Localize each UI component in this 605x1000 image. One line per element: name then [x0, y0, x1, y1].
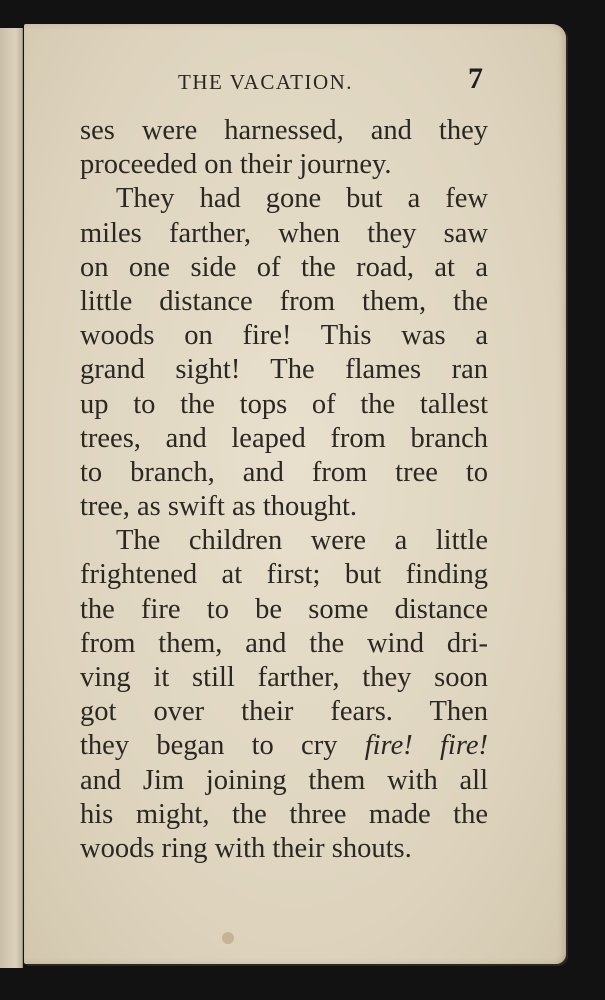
text-line: little distance from them, the [80, 285, 488, 317]
text-line: miles farther, when they saw [80, 217, 488, 249]
text-line: up to the tops of the tallest [80, 388, 488, 420]
running-head: THE VACATION. [178, 70, 354, 94]
text-line: the fire to be some distance [80, 593, 488, 625]
text-line: and Jim joining them with all [80, 764, 488, 796]
text-line [80, 729, 488, 763]
text-line: The children were a little [116, 525, 488, 557]
text-line: got over their fears. Then [80, 696, 488, 728]
text-line: tree, as swift as thought. [80, 491, 358, 523]
facing-page-edge [0, 28, 23, 968]
italic-exclamation: fire! fire! [364, 730, 488, 762]
text-line: woods on fire! This was a [80, 320, 488, 352]
text-line: proceeded on their journey. [80, 149, 392, 181]
text-line: to branch, and from tree to [80, 456, 488, 488]
paper-stain [222, 932, 234, 944]
text-line: frightened at first; but finding [80, 559, 488, 591]
page-number: 7 [468, 62, 483, 95]
text-line: his might, the three made the [80, 798, 488, 830]
text-line: on one side of the road, at a [80, 251, 488, 283]
text-line: grand sight! The flames ran [80, 354, 488, 386]
body-text [80, 114, 488, 866]
text-line-part: they began to cry [80, 730, 338, 762]
text-line: ses were harnessed, and they [80, 115, 488, 146]
text-line: They had gone but a few [116, 183, 488, 215]
text-line: trees, and leaped from branch [80, 422, 488, 454]
text-line: from them, and the wind dri- [80, 627, 488, 659]
text-line: ving it still farther, they soon [80, 662, 488, 693]
text-line: woods ring with their shouts. [80, 832, 412, 864]
